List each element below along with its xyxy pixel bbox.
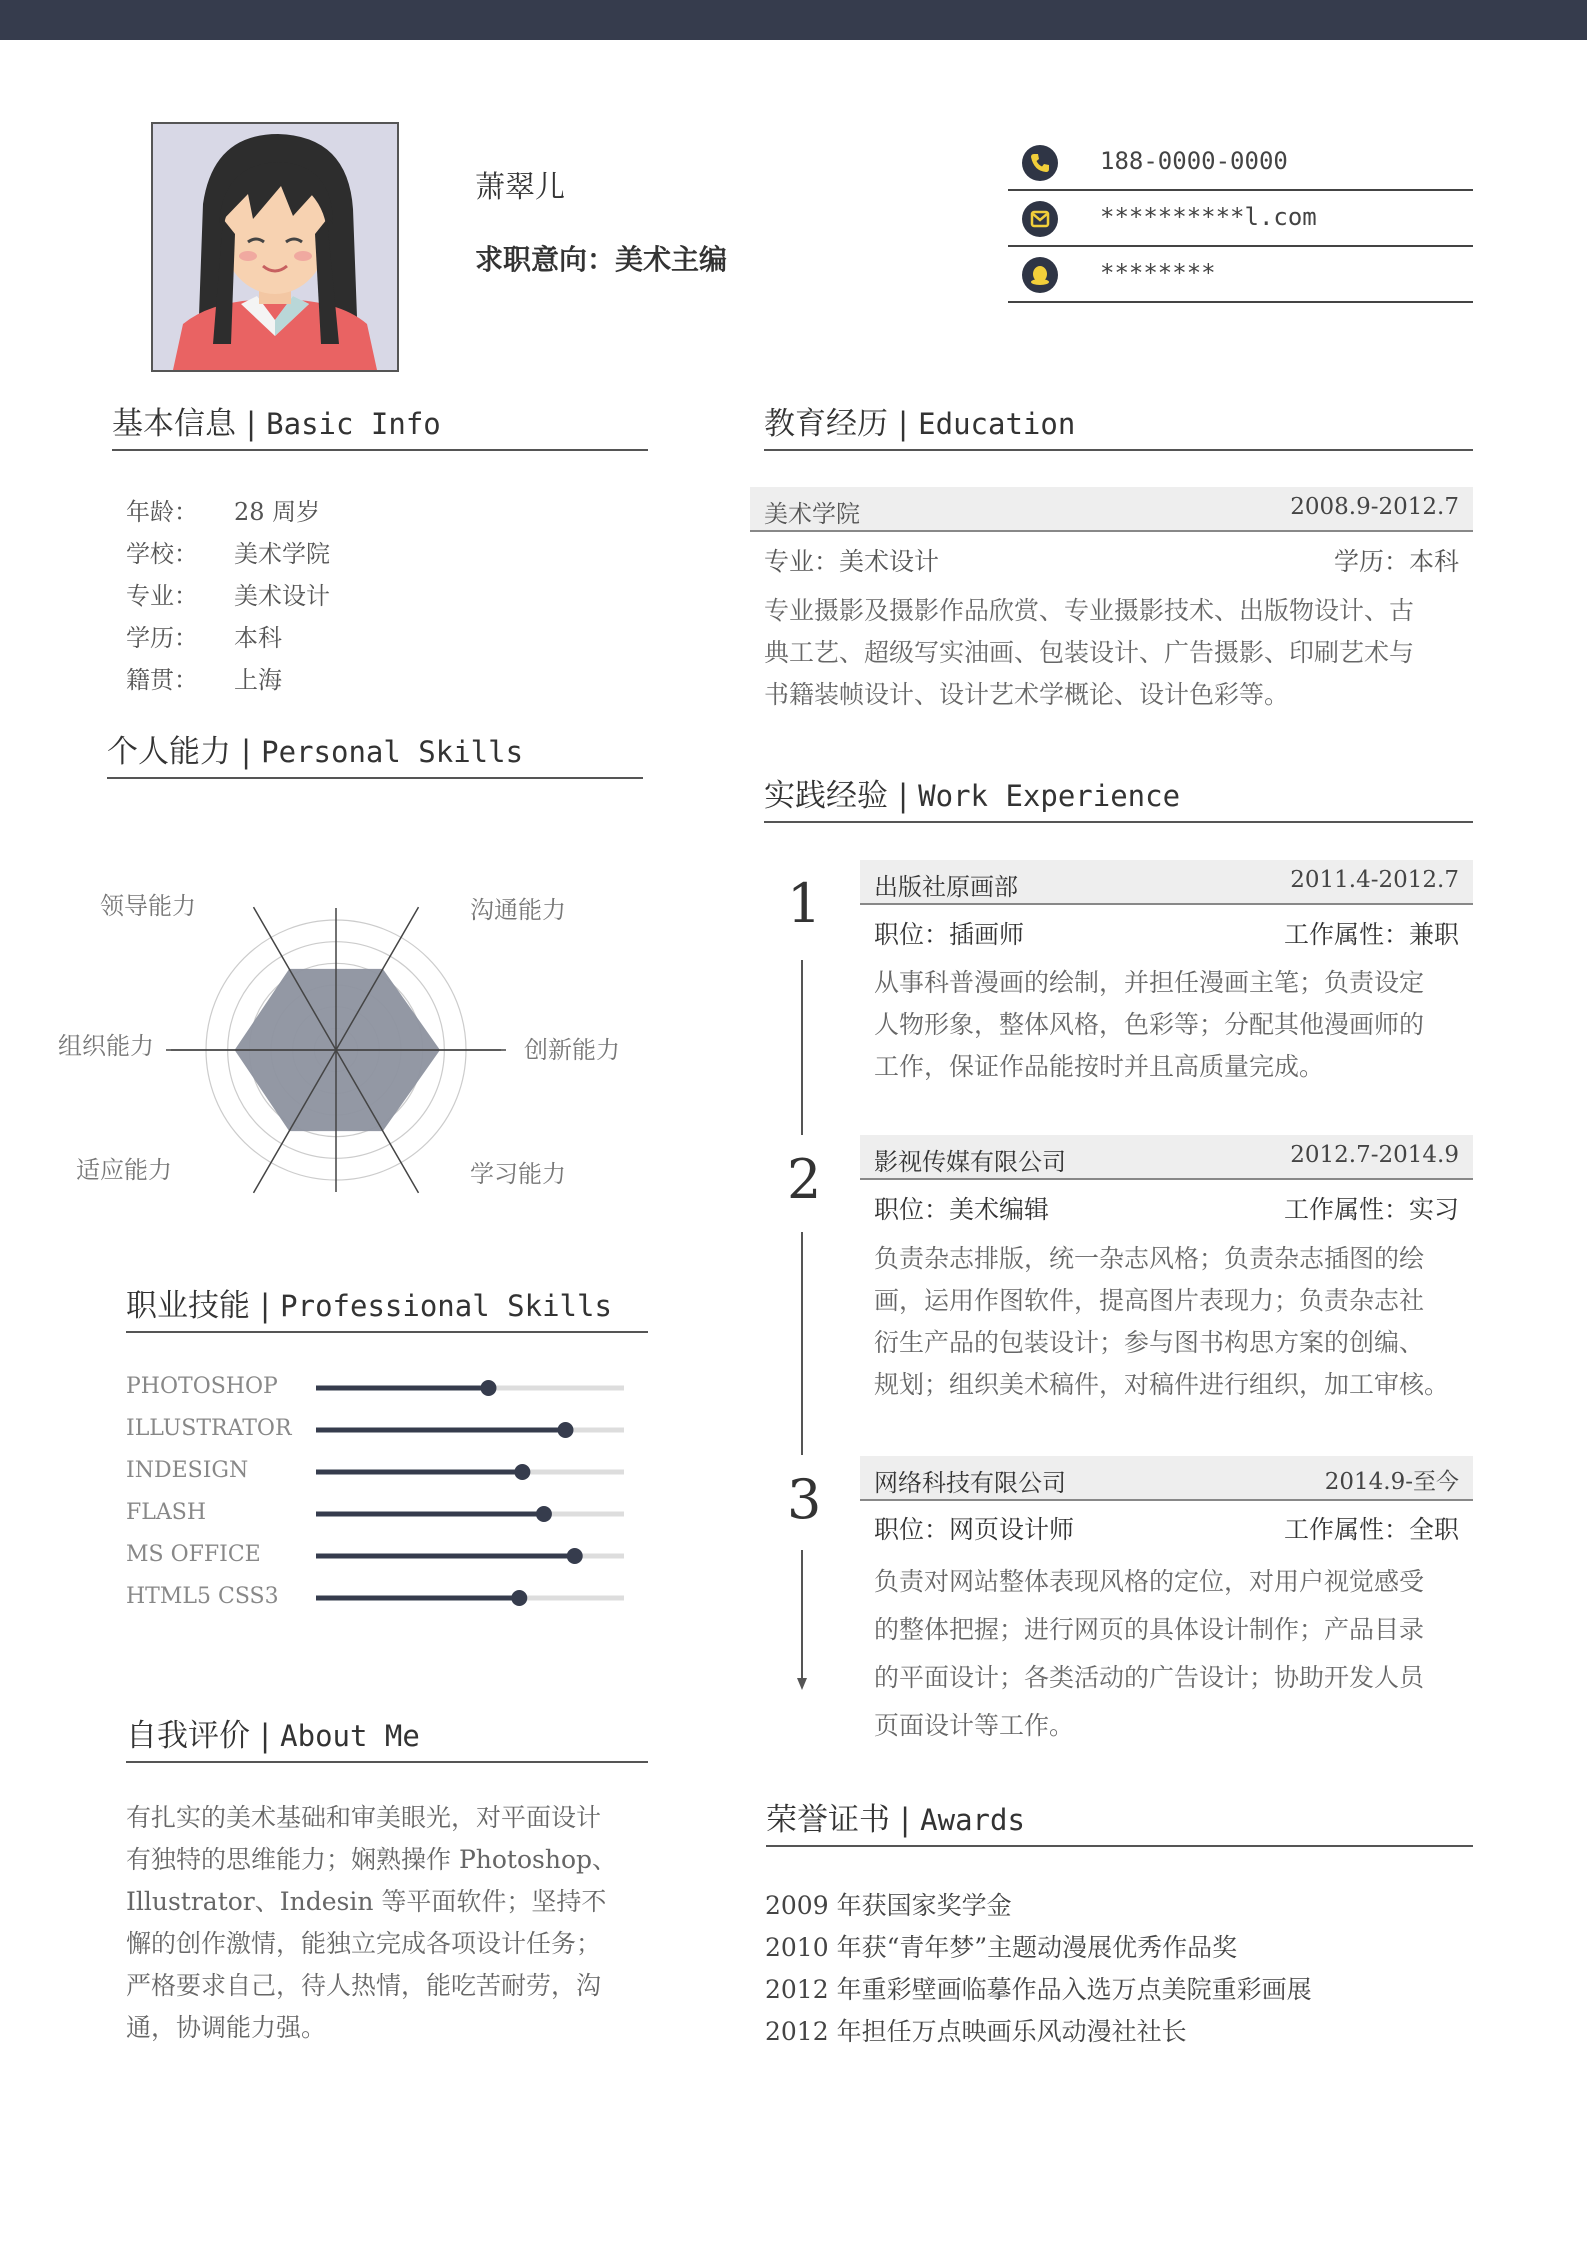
award-item: 2012 年重彩壁画临摹作品入选万点美院重彩画展	[765, 1975, 1312, 2004]
work-position: 职位：美术编辑	[874, 1195, 1050, 1224]
award-item: 2010 年获“青年梦”主题动漫展优秀作品奖	[765, 1933, 1238, 1962]
skill-bar-knob	[514, 1464, 530, 1480]
work-period: 2014.9-至今	[1324, 1469, 1459, 1495]
skill-name: MS OFFICE	[126, 1542, 261, 1567]
work-number: 2	[787, 1148, 822, 1211]
section-professional-skills: 职业技能 | Professional Skills	[126, 1280, 648, 1333]
work-type: 工作属性：全职	[1283, 1515, 1459, 1544]
section-title-en: Work Experience	[918, 779, 1181, 813]
company-name: 影视传媒有限公司	[874, 1148, 1066, 1176]
section-about-me: 自我评价 | About Me	[126, 1710, 648, 1763]
work-period: 2012.7-2014.9	[1290, 1142, 1459, 1168]
radar-label: 沟通能力	[470, 896, 566, 924]
timeline-arrow-icon	[797, 1678, 807, 1690]
work-description: 负责杂志排版，统一杂志风格；负责杂志插图的绘 画，运用作图软件，提高图片表现力；负责杂志社 衍生产品的包装设计；参与图书构思方案的创编、 规划；组织美术稿件，对稿件进行组织，加工审核。	[874, 1244, 1450, 1399]
education-meta	[764, 542, 1459, 578]
candidate-name: 萧翠儿	[475, 170, 565, 205]
section-work-experience: 实践经验 | Work Experience	[764, 770, 1473, 823]
section-title-en: About Me	[280, 1719, 420, 1753]
info-row: 年龄： 28 周岁	[126, 498, 321, 526]
about-me-text: 有扎实的美术基础和审美眼光，对平面设计 有独特的思维能力；娴熟操作 Photoshop、 Illustrator、Indesin 等平面软件；坚持不 懈的创作激情，能独立完成各项设计任务； 严格要求自己，待人热情，能吃苦耐劳，沟 通，协调能力强。	[126, 1803, 618, 2042]
work-description: 负责对网站整体表现风格的定位，对用户视觉感受 的整体把握；进行网页的具体设计制作；产品目录 的平面设计；各类活动的广告设计；协助开发人员 页面设计等工作。	[874, 1567, 1425, 1740]
skill-bar-knob	[567, 1548, 583, 1564]
phone-text: 188-0000-0000	[1100, 147, 1288, 175]
section-title-cn: 实践经验	[764, 778, 888, 814]
radar-chart	[40, 880, 640, 1220]
work-meta	[874, 1510, 1459, 1546]
section-education: 教育经历 | Education	[764, 398, 1473, 451]
info-row: 专业： 美术设计	[126, 582, 330, 610]
skill-bar-knob	[536, 1506, 552, 1522]
timeline	[780, 860, 830, 1700]
company-name: 出版社原画部	[874, 873, 1018, 901]
work-description: 从事科普漫画的绘制，并担任漫画主笔；负责设定 人物形象，整体风格，色彩等；分配其他漫画师的 工作，保证作品能按时并且高质量完成。	[874, 968, 1425, 1081]
education-period: 2008.9-2012.7	[1290, 494, 1459, 520]
qq-icon	[1022, 257, 1058, 293]
company-name: 网络科技有限公司	[874, 1469, 1066, 1497]
work-header-bar	[860, 1456, 1473, 1501]
education-courses: 专业摄影及摄影作品欣赏、专业摄影技术、出版物设计、古 典工艺、超级写实油画、包装设计、广告摄影、印刷艺术与 书籍装帧设计、设计艺术学概论、设计色彩等。	[764, 596, 1415, 709]
section-title-cn: 教育经历	[764, 406, 888, 442]
contact-phone	[1008, 134, 1473, 191]
skill-bars	[310, 1370, 630, 1610]
section-title-cn: 基本信息	[112, 406, 236, 442]
section-title-cn: 职业技能	[126, 1288, 250, 1324]
radar-label: 适应能力	[76, 1156, 172, 1184]
education-degree: 学历：本科	[1333, 547, 1459, 576]
radar-label: 领导能力	[100, 892, 196, 920]
work-meta	[874, 915, 1459, 951]
qq-text: ********	[1100, 259, 1216, 287]
phone-icon	[1022, 145, 1058, 181]
radar-axes	[166, 907, 506, 1193]
school-name: 美术学院	[764, 500, 860, 528]
skill-name: ILLUSTRATOR	[126, 1416, 292, 1441]
skill-bar-knob	[480, 1380, 496, 1396]
section-awards: 荣誉证书 | Awards	[766, 1794, 1473, 1847]
work-number: 3	[787, 1468, 822, 1531]
skill-name: FLASH	[126, 1500, 207, 1525]
section-title-en: Education	[918, 407, 1076, 441]
work-type: 工作属性：实习	[1283, 1195, 1459, 1224]
section-title-en: Awards	[920, 1803, 1025, 1837]
work-header-bar	[860, 1135, 1473, 1180]
education-major: 专业：美术设计	[764, 547, 940, 576]
education-header-bar	[750, 487, 1473, 532]
info-row: 籍贯： 上海	[126, 666, 282, 694]
work-type: 工作属性：兼职	[1283, 920, 1459, 949]
section-title-cn: 自我评价	[126, 1718, 250, 1754]
section-title-cn: 个人能力	[107, 734, 231, 770]
award-item: 2012 年担任万点映画乐风动漫社社长	[765, 2017, 1187, 2046]
section-title-cn: 荣誉证书	[766, 1802, 890, 1838]
award-item: 2009 年获国家奖学金	[765, 1891, 1012, 1920]
work-meta	[874, 1190, 1459, 1226]
skill-name: INDESIGN	[126, 1458, 249, 1483]
radar-label: 组织能力	[58, 1032, 154, 1060]
work-header-bar	[860, 860, 1473, 905]
section-title-en: Professional Skills	[280, 1289, 612, 1323]
section-personal-skills: 个人能力 | Personal Skills	[107, 726, 643, 779]
info-row: 学校： 美术学院	[126, 540, 330, 568]
top-bar	[0, 0, 1587, 40]
work-period: 2011.4-2012.7	[1290, 867, 1459, 893]
work-number: 1	[787, 872, 822, 935]
skill-name: HTML5 CSS3	[126, 1584, 279, 1609]
radar-label: 学习能力	[470, 1160, 566, 1188]
section-basic-info: 基本信息 | Basic Info	[112, 398, 648, 451]
mail-icon	[1022, 201, 1058, 237]
profile-photo	[151, 122, 399, 372]
skill-bar-knob	[511, 1590, 527, 1606]
work-position: 职位：插画师	[874, 920, 1025, 949]
job-intent: 求职意向：美术主编	[475, 243, 728, 276]
section-title-en: Basic Info	[266, 407, 441, 441]
work-position: 职位：网页设计师	[874, 1515, 1075, 1544]
section-title-en: Personal Skills	[261, 735, 524, 769]
email-text: **********l.com	[1100, 203, 1317, 231]
avatar-illustration	[153, 124, 397, 370]
skill-bar-knob	[557, 1422, 573, 1438]
skill-name: PHOTOSHOP	[126, 1374, 278, 1399]
contact-email	[1008, 190, 1473, 247]
radar-label: 创新能力	[524, 1036, 620, 1064]
contact-qq	[1008, 246, 1473, 303]
info-row: 学历： 本科	[126, 624, 282, 652]
